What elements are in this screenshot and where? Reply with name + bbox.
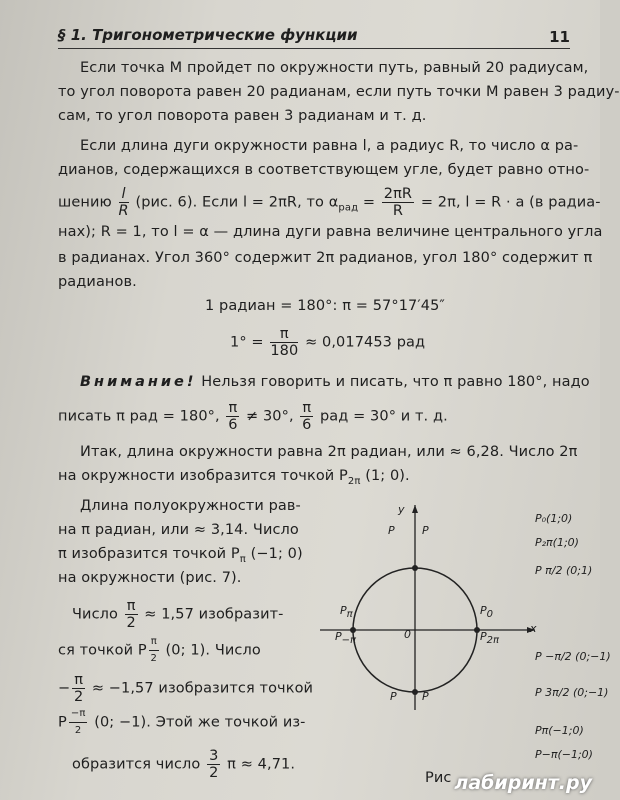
fraction-numerator: π	[228, 400, 238, 416]
text-line	[58, 546, 303, 565]
text-fragment: = 2π, l = R · a (в радиа-	[420, 194, 601, 211]
fraction-numerator: π	[74, 672, 84, 688]
text-fragment: π ≈ 4,71.	[227, 756, 296, 773]
text-fragment: ≈ 0,017453 рад	[305, 334, 426, 351]
fraction	[125, 598, 138, 631]
label-p-minus-pi-2: P	[390, 690, 397, 703]
text-line: Если длина дуги окружности равна l, а радиус R, то число α ра-	[80, 138, 579, 154]
attention-word: Внимание!	[80, 374, 197, 390]
x-axis-label: x	[530, 622, 537, 635]
text-line: Если точка M пройдет по окружности путь, равный 20 радиусам,	[80, 60, 589, 76]
fraction	[119, 186, 129, 219]
text-fragment: (0; 1). Число	[165, 642, 261, 659]
text-line-with-fractions	[58, 672, 313, 705]
formula: 1 радиан = 180°: π = 57°17′45″	[205, 298, 445, 314]
y-axis-label: y	[398, 503, 405, 516]
legend-item: P₀(1;0)	[535, 512, 573, 525]
point-p-pi-2	[412, 565, 418, 571]
text-line-with-fractions	[72, 748, 295, 781]
text-line	[58, 634, 261, 667]
text-fragment: π изобразится точкой P	[58, 546, 240, 562]
fraction-denominator: 2	[126, 615, 136, 631]
running-header	[58, 20, 570, 49]
text-fragment: ≠ 30°,	[246, 408, 294, 425]
text-fragment: 1° =	[230, 334, 264, 351]
fraction	[72, 672, 85, 705]
text-line	[58, 468, 410, 487]
page-number: 11	[549, 28, 570, 46]
fraction-denominator: 6	[302, 417, 312, 433]
label-p-minus-pi: $P_{-\pi}$	[335, 630, 357, 647]
text-line: на π радиан, или ≈ 3,14. Число	[58, 522, 299, 538]
text-line	[58, 706, 306, 739]
label-p0: $P_0$	[480, 604, 494, 621]
text-fragment: Число	[72, 606, 118, 623]
fraction-denominator: 2	[150, 653, 157, 664]
legend-item: P π/2 (0;1)	[535, 564, 593, 577]
fraction: $\frac{-\pi}{2}$	[69, 706, 88, 739]
text-fragment: ≈ 1,57 изобразит-	[144, 606, 284, 623]
text-line: радианов.	[58, 274, 137, 290]
label-p-pi: $P_\pi$	[340, 604, 353, 621]
text-fragment: на окружности изобразится точкой P	[58, 468, 348, 484]
fraction	[300, 400, 313, 433]
fraction-denominator: 180	[270, 343, 299, 359]
watermark: лабиринт.ру	[454, 772, 592, 794]
fraction-numerator: 2πR	[383, 186, 413, 202]
legend-item: P −π/2 (0;−1)	[535, 650, 611, 663]
label-p-2pi: $P_{2\pi}$	[480, 630, 500, 647]
text-fragment: ≈ −1,57 изобразится точкой	[91, 680, 314, 697]
fraction-numerator: π	[79, 708, 86, 719]
text-fragment: (0; −1). Этой же точкой из-	[94, 714, 306, 731]
fraction-denominator: R	[392, 203, 404, 219]
attention-line	[80, 374, 590, 390]
text-line: нах); R = 1, то l = α — длина дуги равна величине центрального угла	[58, 224, 603, 240]
subscript: 2π	[347, 475, 361, 487]
figure-caption: Рис	[425, 770, 452, 786]
label-p-3pi-2-bottom: P	[422, 690, 429, 703]
fraction-denominator: 2	[74, 725, 82, 736]
text-fragment: шению	[58, 194, 112, 211]
text-line: на окружности (рис. 7).	[58, 570, 242, 586]
subscript: π	[239, 553, 246, 565]
label-p-pi-2-top: P	[422, 524, 429, 537]
text-fragment: рад = 30° и т. д.	[319, 408, 448, 425]
text-fragment: −	[58, 680, 71, 697]
fraction-numerator: π	[126, 598, 136, 614]
fraction	[382, 186, 414, 219]
subscript: рад	[338, 202, 359, 214]
text-line: Длина полуокружности рав-	[80, 498, 301, 514]
point-p-minus-pi-2	[412, 689, 418, 695]
text-line: в радианах. Угол 360° содержит 2π радианов, угол 180° содержит π	[58, 250, 593, 266]
text-fragment: образится число	[72, 756, 201, 773]
text-fragment: P	[58, 714, 67, 731]
label-p-3pi-2-top: P	[388, 524, 395, 537]
text-line-with-fractions	[58, 186, 601, 219]
fraction-numerator: π	[270, 326, 298, 343]
text-line: Итак, длина окружности равна 2π радиан, или ≈ 6,28. Число 2π	[80, 444, 578, 460]
legend-item: P−π(−1;0)	[535, 748, 593, 761]
formula	[230, 326, 425, 359]
text-line: то угол поворота равен 20 радианам, если путь точки M равен 3 радиу-	[58, 84, 620, 100]
text-fragment: (−1; 0)	[250, 546, 303, 562]
fraction-denominator: R	[118, 203, 129, 219]
text-fragment: (рис. 6). Если l = 2πR, то α	[135, 194, 339, 211]
text-fragment: (1; 0).	[365, 468, 410, 484]
fraction	[207, 748, 220, 781]
fraction-numerator: l	[119, 186, 129, 203]
text-fragment: ся точкой P	[58, 642, 147, 659]
text-line: дианов, содержащихся в соответствующем угле, будет равно отно-	[58, 162, 590, 178]
fraction-denominator: 2	[74, 689, 84, 705]
legend-item: P 3π/2 (0;−1)	[535, 686, 609, 699]
fraction	[270, 326, 298, 359]
fraction-numerator: 3	[209, 748, 219, 764]
text-fragment: Нельзя говорить и писать, что π равно 180°, надо	[201, 374, 590, 390]
fraction-numerator: π	[302, 400, 312, 416]
text-line: сам, то угол поворота равен 3 радианам и т. д.	[58, 108, 427, 124]
y-axis-arrow-icon	[412, 505, 418, 513]
fraction-denominator: 6	[228, 417, 238, 433]
text-fragment: писать π рад = 180°,	[58, 408, 220, 425]
fraction	[226, 400, 239, 433]
legend-item: Pπ(−1;0)	[535, 724, 584, 737]
fraction-denominator: 2	[209, 765, 219, 781]
text-line-with-fractions	[58, 400, 448, 433]
chapter-title: § 1. Тригонометрические функции	[58, 26, 358, 44]
fraction-numerator: π	[149, 634, 159, 651]
text-line-with-fractions	[72, 598, 283, 631]
legend-item: P₂π(1;0)	[535, 536, 579, 549]
fraction	[149, 634, 159, 667]
origin-label: 0	[404, 628, 411, 641]
text-fragment: =	[362, 194, 376, 211]
